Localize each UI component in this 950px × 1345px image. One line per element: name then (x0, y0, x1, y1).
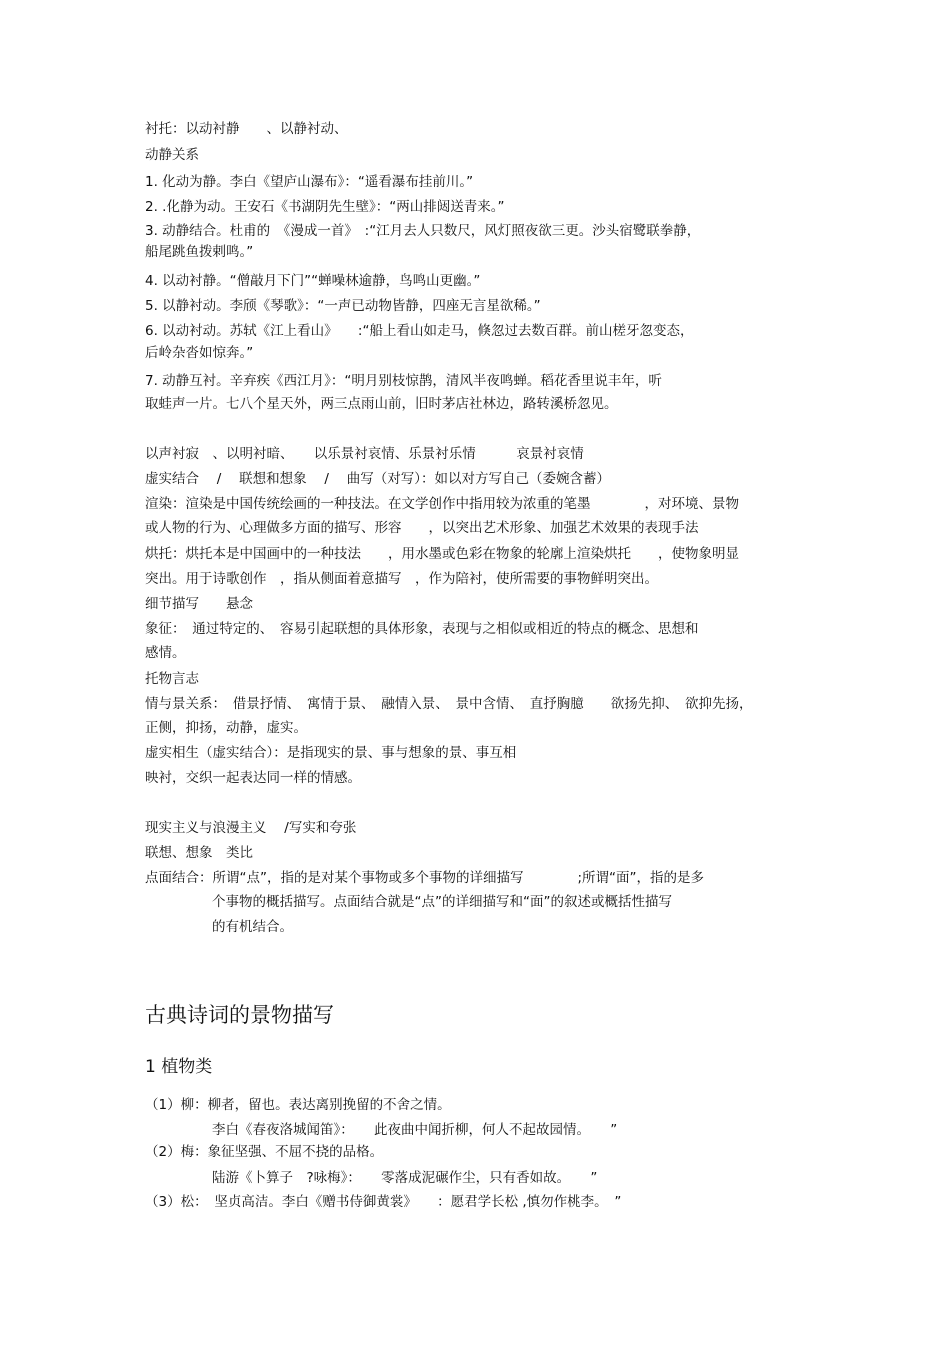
list-item: 7. 动静互衬。辛弃疾《西江月》：“明月别枝惊鹊，清风半夜鸣蝉。稻花香里说丰年，听 (145, 373, 662, 389)
text-line: 映衬，交织一起表达同一样的情感。 (145, 770, 361, 786)
text-line: 正侧，抑扬，动静，虚实。 (145, 720, 307, 736)
list-item: 1. 化动为静。李白《望庐山瀑布》：“遥看瀑布挂前川。” (145, 174, 474, 190)
text-line: 衬托：以动衬静 、以静衬动、 (145, 121, 348, 137)
plant-example-willow: 李白《春夜洛城闻笛》： 此夜曲中闻折柳，何人不起故园情。 ” (212, 1122, 618, 1138)
plant-item-willow: （1）柳：柳者，留也。表达离别挽留的不舍之情。 (145, 1097, 451, 1113)
list-item: 5. 以静衬动。李颀《琴歌》：“一声已动物皆静，四座无言星欲稀。” (145, 298, 541, 314)
text-line: 烘托：烘托本是中国画中的一种技法 ，用水墨或色彩在物象的轮廓上渲染烘托 ，使物象明显 (145, 546, 739, 562)
text-line: 现实主义与浪漫主义 /写实和夸张 (145, 820, 357, 836)
text-line: 联想、想象 类比 (145, 845, 253, 861)
list-item: 2. .化静为动。王安石《书湖阴先生壁》：“两山排闼送青来。” (145, 199, 505, 215)
list-item-continuation: 后岭杂沓如惊奔。” (145, 345, 254, 361)
text-line: 或人物的行为、心理做多方面的描写、形容 ，以突出艺术形象、加强艺术效果的表现手法 (145, 520, 699, 536)
list-item-continuation: 取蛙声一片。七八个星天外，两三点雨山前，旧时茅店社林边，路转溪桥忽见。 (145, 396, 618, 412)
plant-item-pine: （3）松： 坚贞高洁。李白《赠书侍御黄裳》 ：愿君学长松 ,慎勿作桃李。 ” (145, 1194, 622, 1210)
list-item: 3. 动静结合。杜甫的 《漫成一首》 :“江月去人只数尺，风灯照夜欲三更。沙头宿鹭联拳静， (145, 223, 701, 239)
text-line: 情与景关系： 借景抒情、 寓情于景、 融情入景、 景中含情、 直抒胸臆 欲扬先抑、 欲抑先扬， (145, 696, 753, 712)
plant-example-plum: 陆游《卜算子 ?咏梅》： 零落成泥碾作尘，只有香如故。 ” (212, 1170, 598, 1186)
text-line: 托物言志 (145, 671, 199, 687)
text-line: 虚实结合 / 联想和想象 / 曲写（对写）：如以对方写自己（委婉含蓄） (145, 471, 611, 487)
text-line: 点面结合：所谓“点”，指的是对某个事物或多个事物的详细描写 ;所谓“面”，指的是多 (145, 870, 705, 886)
text-line: 以声衬寂 、以明衬暗、 以乐景衬哀情、乐景衬乐情 哀景衬哀情 (145, 446, 584, 462)
text-line: 象征： 通过特定的、 容易引起联想的具体形象，表现与之相似或相近的特点的概念、思想和 (145, 621, 699, 637)
text-line: 动静关系 (145, 147, 199, 163)
plant-item-plum: （2）梅：象征坚强、不屈不挠的品格。 (145, 1144, 384, 1160)
text-line-indented: 个事物的概括描写。点面结合就是“点”的详细描写和“面”的叙述或概括性描写 (212, 894, 672, 910)
text-line-indented: 的有机结合。 (212, 919, 293, 935)
section-heading: 古典诗词的景物描写 (145, 1003, 334, 1027)
list-item-continuation: 船尾跳鱼拨剌鸣。” (145, 244, 254, 260)
text-line: 细节描写 悬念 (145, 596, 253, 612)
text-line: 虚实相生（虚实结合）：是指现实的景、事与想象的景、事互相 (145, 745, 517, 761)
list-item: 6. 以动衬动。苏轼《江上看山》 :“船上看山如走马，倏忽过去数百群。前山槎牙忽变态， (145, 323, 694, 339)
text-line: 突出。用于诗歌创作 ，指从侧面着意描写 ，作为陪衬，使所需要的事物鲜明突出。 (145, 571, 658, 587)
text-line: 感情。 (145, 645, 186, 661)
text-line: 渲染：渲染是中国传统绘画的一种技法。在文学创作中指用较为浓重的笔墨 ，对环境、景物 (145, 496, 739, 512)
subsection-heading: 1 植物类 (145, 1057, 213, 1077)
list-item: 4. 以动衬静。“僧敲月下门”“蝉噪林逾静，鸟鸣山更幽。” (145, 273, 481, 289)
